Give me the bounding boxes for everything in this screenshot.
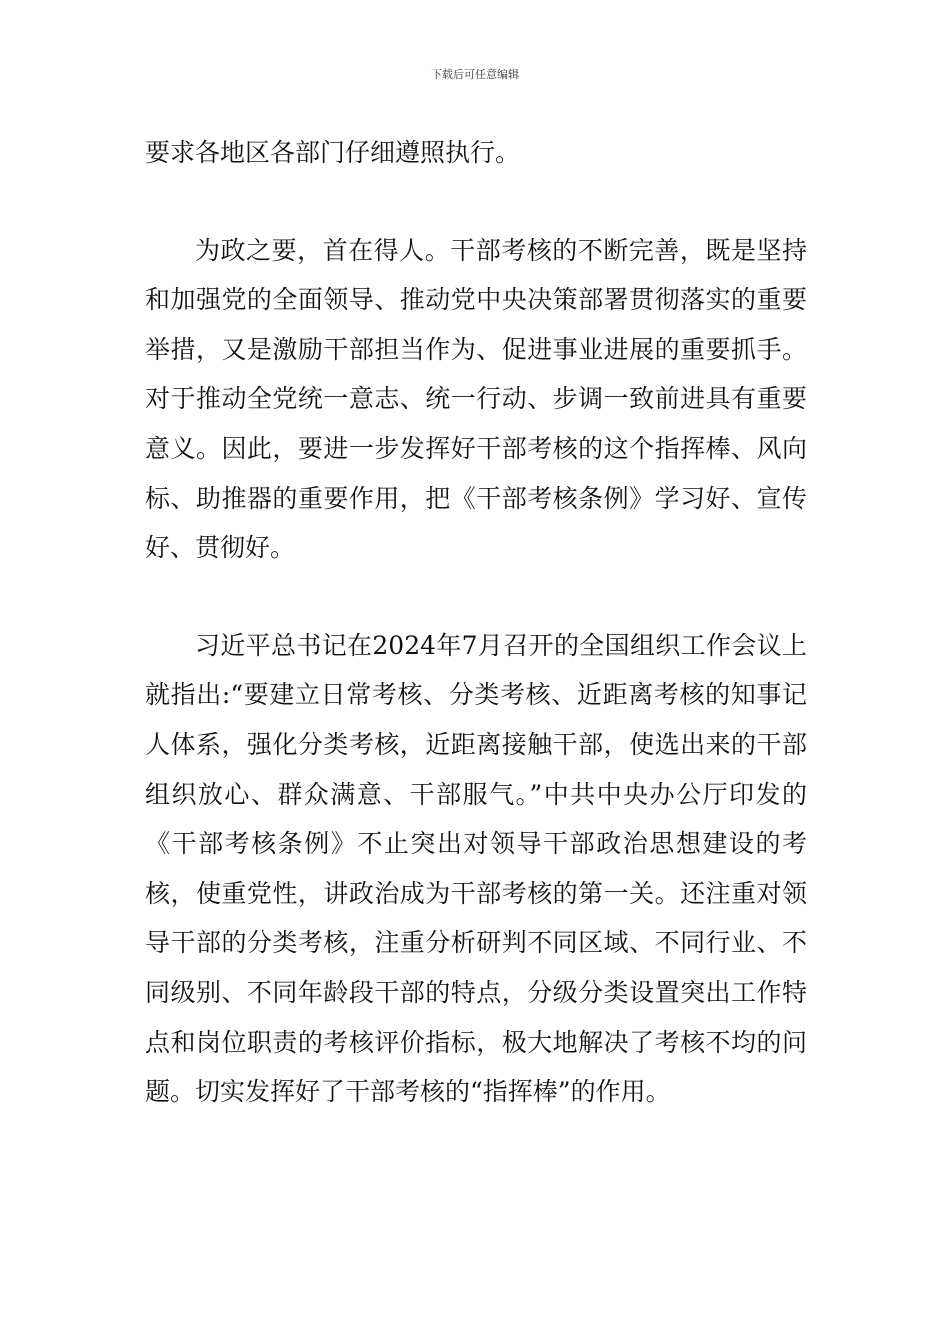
paragraph-continuation: 要求各地区各部门仔细遵照执行。	[145, 138, 521, 167]
paragraph-gap	[145, 178, 807, 226]
paragraph-gap	[145, 573, 807, 621]
paragraph-cadre-assessment: 为政之要，首在得人。干部考核的不断完善，既是坚持和加强党的全面领导、推动党中央决策部署贯彻落实的重要举措，又是激励干部担当作为、促进事业进展的重要抓手。对于推动全党统一意志、统一行动、步调一致前进具有重要意义。因此，要进一步发挥好干部考核的这个指挥棒、风向标、助推器的重要作用，把《干部考核条例》学习好、宣传好、贯彻好。	[145, 235, 807, 563]
document-body	[145, 128, 807, 1117]
header-note: 下载后可任意编辑	[431, 68, 519, 81]
paragraph-conference-quote: 习近平总书记在2024年7月召开的全国组织工作会议上就指出:“要建立日常考核、分类考核、近距离考核的知事记人体系，强化分类考核，近距离接触干部，使选出来的干部组织放心、群众满意、干部服气。”中共中央办公厅印发的《干部考核条例》不止突出对领导干部政治思想建设的考核，使重党性，讲政治成为干部考核的第一关。还注重对领导干部的分类考核，注重分析研判不同区域、不同行业、不同级别、不同年龄段干部的特点，分级分类设置突出工作特点和岗位职责的考核评价指标，极大地解决了考核不均的问题。切实发挥好了干部考核的“指挥棒”的作用。	[145, 630, 807, 1107]
